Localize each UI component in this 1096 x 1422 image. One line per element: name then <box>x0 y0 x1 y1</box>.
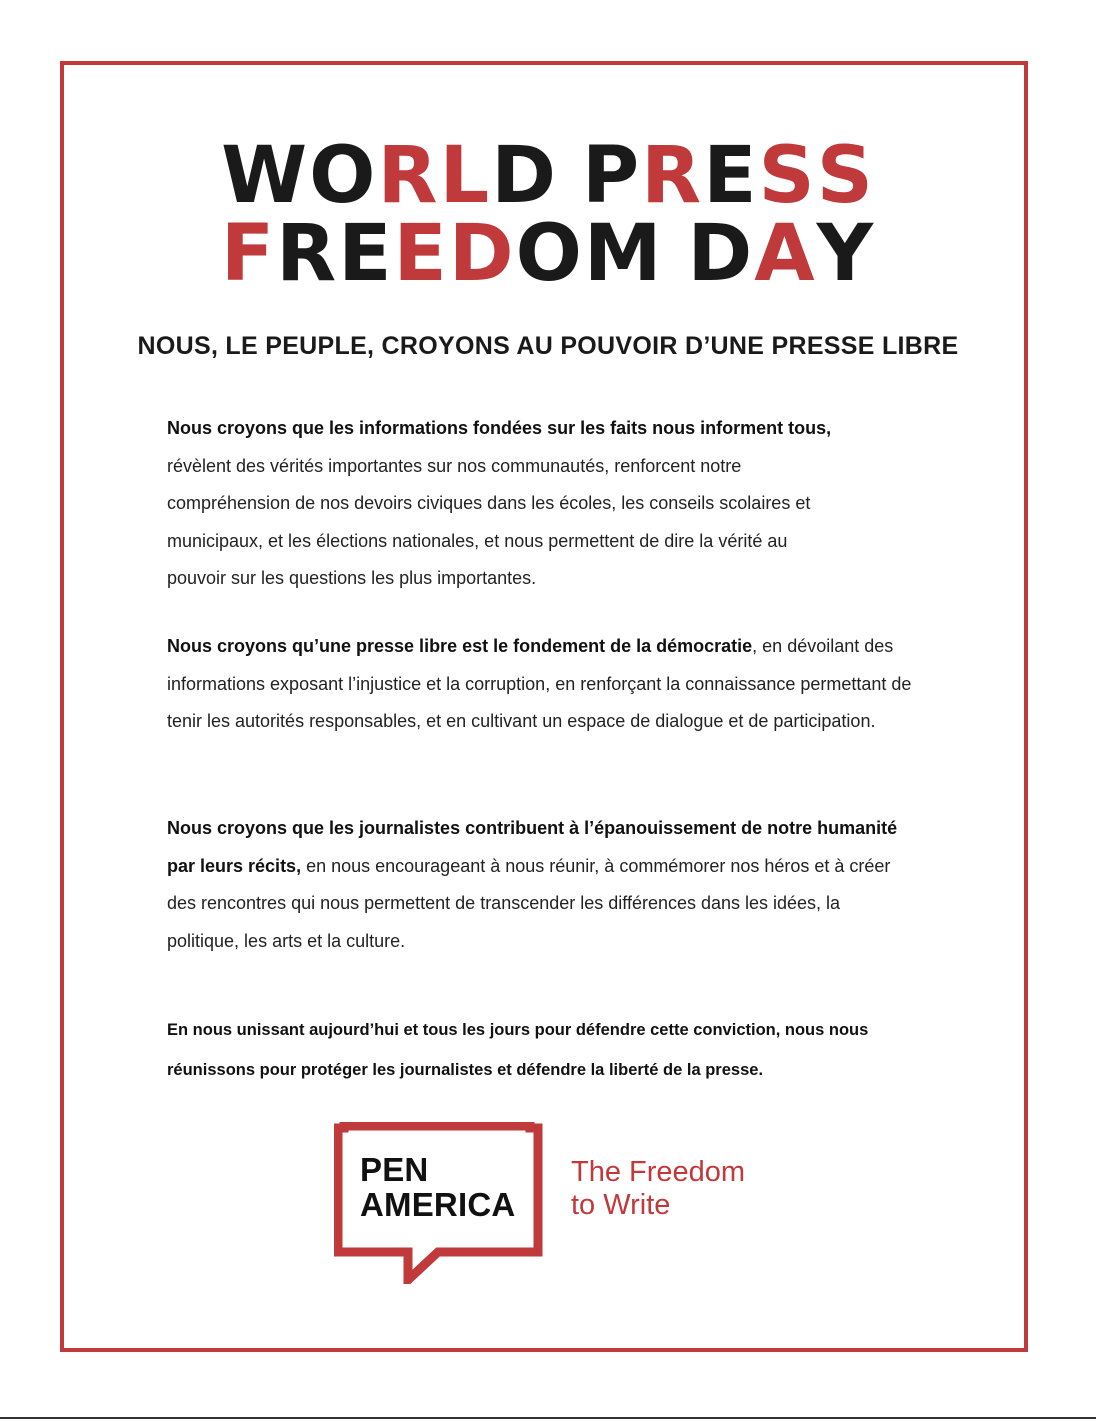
headline-line-1 <box>0 131 1096 221</box>
headline-letter: M <box>583 209 664 299</box>
headline-word-world <box>221 131 558 221</box>
pen-america-logo <box>360 1152 515 1222</box>
headline-letter: S <box>758 131 817 221</box>
paragraph-2-lead: Nous croyons qu’une presse libre est le fondement de la démocratie <box>167 636 753 656</box>
headline-letter: S <box>816 131 875 221</box>
paragraph-3-body: en nous encourageant à nous réunir, à commémorer nos héros et à créer des rencontres qui nous permettent de transcender les différences dans les idées, la politique, les arts et la culture. <box>167 855 891 951</box>
logo-line-america: AMERICA <box>360 1186 516 1223</box>
headline-letter: D <box>491 131 558 221</box>
headline-letter: D <box>448 209 516 299</box>
paragraph-3-lead: Nous croyons que les journalistes contribuent à l’épanouissement de notre humanité par leurs récits, <box>167 818 898 876</box>
headline-letter: F <box>220 209 277 299</box>
subtitle: NOUS, LE PEUPLE, CROYONS AU POUVOIR D’UNE PRESSE LIBRE <box>137 332 959 360</box>
headline-letter: E <box>393 209 449 299</box>
logo-line-pen: PEN <box>360 1151 429 1188</box>
headline-letter: D <box>687 209 755 299</box>
headline-letter: L <box>439 131 492 221</box>
headline-letter: R <box>641 131 704 221</box>
headline-line-2 <box>0 209 1096 299</box>
headline-letter: P <box>581 131 642 221</box>
paragraph-1-lead: Nous croyons que les informations fondées sur les faits nous informent tous, <box>167 418 832 438</box>
headline-word-press <box>581 131 875 221</box>
tagline-line-2: to Write <box>571 1189 671 1221</box>
headline-letter: R <box>276 209 339 299</box>
closing-statement: En nous unissant aujourd’hui et tous les jours pour défendre cette conviction, nous nous réunissons pour protéger les journalistes et défendre la liberté de la presse. <box>167 1021 869 1079</box>
headline-word-freedom <box>220 209 664 299</box>
paragraph-3 <box>167 810 917 960</box>
paragraph-2-body: , en dévoilant des informations exposant l’injustice et la corruption, en renforçant la connaissance permettant de tenir les autorités responsables, et en cultivant un espace de dialogue et de participation. <box>167 636 912 731</box>
tagline-line-1: The Freedom <box>571 1156 746 1188</box>
headline-letter: E <box>703 131 759 221</box>
paragraph-1-body: révèlent des vérités importantes sur nos communautés, renforcent notre compréhension de nos devoirs civiques dans les écoles, les conseils scolaires et municipaux, et les élections nationales, et nous permettent de dire la vérité au pouvoir sur les questions les plus importantes. <box>167 455 811 588</box>
headline-letter: W <box>221 131 310 221</box>
headline-letter: R <box>377 131 440 221</box>
headline-letter: E <box>338 209 394 299</box>
headline-letter: O <box>309 131 378 221</box>
headline-letter: A <box>754 209 817 299</box>
bottom-rule <box>0 1417 1096 1419</box>
headline-word-day <box>687 209 876 299</box>
headline-letter: O <box>515 209 584 299</box>
paragraph-1 <box>167 410 837 598</box>
paragraph-2 <box>167 628 917 741</box>
tagline <box>571 1156 745 1222</box>
headline-letter: Y <box>816 209 876 299</box>
